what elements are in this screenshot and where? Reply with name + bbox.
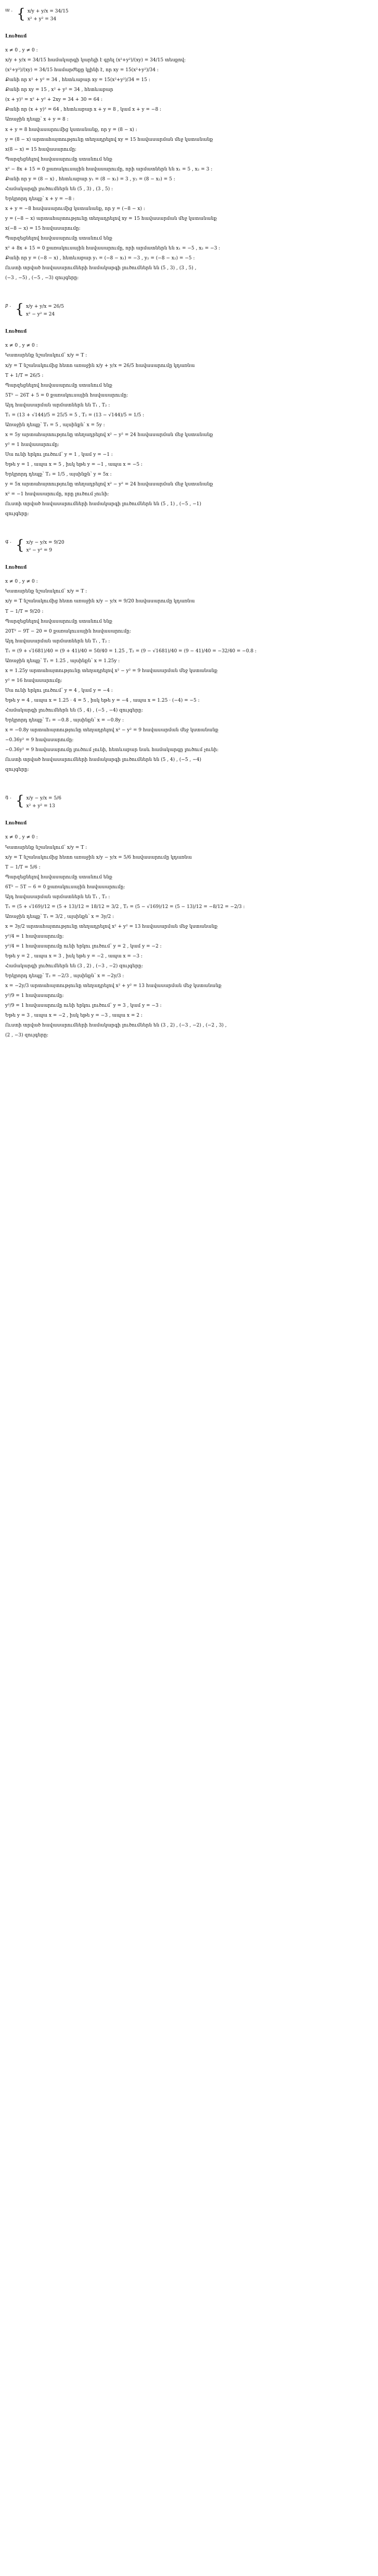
equations [27, 538, 64, 555]
equation-system [5, 303, 373, 319]
equation-system [5, 538, 373, 555]
solution-line: y²/9 = 1 հավասարումը ունի երկու լուծում՝ y = 3 , կամ y = −3 : [5, 1003, 162, 1009]
brace-icon: { [15, 301, 24, 318]
solution-line: Քանի որ y = (−8 − x) , հետևաբար y₁ = (−8 − x₁) = −3 , y₂ = (−8 − x₂) = −5 : [5, 256, 195, 261]
equation-1: x/y + y/x = 26/5 [25, 304, 64, 310]
equation-2: x² + y² = 34 [27, 17, 57, 22]
brace-icon: { [17, 6, 25, 22]
brace-icon: { [15, 537, 24, 554]
solution-line: (x + y)² = x² + y² + 2xy = 34 + 30 = 64 : [5, 97, 103, 103]
solution-line: Քանի որ xy = 15 , x² + y² = 34 , հետևաբար [5, 87, 113, 93]
equations [26, 303, 64, 319]
solution-line: x = 3y/2 արտահայտությունը տեղադրելով x² + y² = 13 հավասարման մեջ կստանանք [5, 924, 218, 929]
solution-line: x = 1.25y արտահայտությունը տեղադրելով x² − y² = 9 հավասարման մեջ կստանանք [5, 668, 218, 674]
solution-line: Պարզեցնելով հավասարումը ստանում ենք [5, 874, 112, 880]
equation-system [5, 794, 373, 811]
solution-heading: Լուծում [5, 821, 27, 826]
solution-line: x/y = T նշանակումից հետո առաջին x/y − y/x = 5/6 հավասարումը կդառնա [5, 855, 192, 860]
solution-line: (2 , −3) զույգերը: [5, 1033, 49, 1039]
solution-line: x + y = 8 հավասարումից կստանանք, որ y = (8 − x) : [5, 127, 137, 133]
solution-line: Քանի որ y = (8 − x) , հետևաբար y₁ = (8 − x₁) = 3 , y₂ = (8 − x₂) = 5 : [5, 176, 175, 182]
solution-line: Առաջին դեպք՝ T₁ = 5 , այսինքն՝ x = 5y : [5, 422, 105, 428]
problem-d [5, 794, 373, 1039]
solution-heading: Լուծում [5, 329, 27, 335]
solution-line: T₁ = (5 + √169)/12 = (5 + 13)/12 = 18/12 = 3/2 , T₂ = (5 − √169)/12 = (5 − 13)/12 = −8/12 = −2/3 : [5, 904, 245, 910]
solution-line: (−3 , −5) , (−5 , −3) զույգերը: [5, 275, 79, 281]
solution-line: Այդ հավասարման արմատներն են T₁ , T₂ : [5, 402, 110, 408]
solution-line: x ≠ 0 , y ≠ 0 : [5, 579, 38, 585]
solution-line: Երկրորդ դեպք՝ T₂ = −0.8 , այսինքն՝ x = −0.8y : [5, 718, 124, 724]
solution-line: Համակարգի լուծումներն են (3 , 2) , (−3 , −2) զույգերը: [5, 964, 143, 969]
solution-line: y = (8 − x) արտահայտությունը տեղադրելով xy = 15 հավասարման մեջ կստանանք [5, 137, 213, 142]
solution-line: y² = 1 հավասարումը: [5, 442, 59, 448]
solution-line: Առաջին դեպք՝ x + y = 8 : [5, 117, 69, 123]
solution-line: y = (−8 − x) արտահայտությունը տեղադրելով xy = 15 հավասարման մեջ կստանանք [5, 216, 217, 221]
solution-line: Պարզեցնելով հավասարումը ստանում ենք [5, 383, 112, 388]
solution-line: x² − 8x + 15 = 0 քառակուսային հավասարումը, որի արմատներն են x₁ = 5 , x₂ = 3 : [5, 166, 213, 172]
problem-label: բ . [5, 303, 11, 309]
equation-system [5, 7, 373, 24]
equation-2: x² − y² = 9 [26, 548, 53, 554]
solution-line: Սա ունի երկու լուծում՝ y = 1 , կամ y = −1 : [5, 452, 113, 457]
solution-line: (x²+y²)/(xy) = 34/15 համարժեքը կլինի է, որ xy = 15(x²+y²)/34 : [5, 68, 159, 73]
solution-line: x/y = T նշանակումից հետո առաջին x/y − y/x = 9/20 հավասարումը կդառնա [5, 599, 195, 604]
solution-line: x + y = −8 հավասարումից կստանանք, որ y = (−8 − x) : [5, 206, 145, 212]
solution-line: Ուստի տրված հավասարումների համակարգի լուծումներն են (5 , 4) , (−5 , −4) [5, 757, 201, 763]
brace-icon: { [15, 793, 24, 809]
solution-line: −0.36y² = 9 հավասարումը: [5, 738, 74, 743]
equation-1: x/y − y/x = 5/6 [26, 796, 61, 801]
solution-line: Կատարենք նշանակում՝ x/y = T : [5, 589, 87, 595]
solution-lines [5, 343, 373, 518]
solution-line: y² = 16 հավասարումը: [5, 678, 62, 684]
solution-line: Ուստի տրված հավասարումների համակարգի լուծումներն են (5 , 1) , (−5 , −1) [5, 502, 201, 507]
solution-line: x/y = T նշանակումից հետո առաջին x/y + y/x = 26/5 հավասարումը կդառնա [5, 363, 195, 369]
problem-label: դ . [5, 795, 11, 800]
solution-line: Այդ հավասարման արմատներն են T₁ , T₂ : [5, 638, 110, 644]
solution-line: x ≠ 0 , y ≠ 0 : [5, 48, 38, 54]
solution-line: Այդ հավասարման արմատներն են T₁ , T₂ : [5, 894, 110, 900]
solution-line: զույգերը: [5, 767, 29, 773]
solution-line: Կատարենք նշանակում՝ x/y = T : [5, 353, 87, 359]
solution-line: զույգերը: [5, 511, 29, 517]
solution-line: Քանի որ x² + y² = 34 , հետևաբար xy = 15(x²+y²)/34 = 15 : [5, 77, 150, 83]
equation-2: x² + y² = 13 [26, 804, 55, 809]
solution-line: Պարզեցնելով հավասարումը ստանում ենք [5, 156, 112, 162]
solution-lines [5, 579, 373, 773]
solution-line: Երկրորդ դեպք՝ T₂ = −2/3 , այսինքն՝ x = −2y/3 : [5, 974, 124, 979]
solution-line: x = −0.8y արտահայտությունը տեղադրելով x² − y² = 9 հավասարման մեջ կստանանք [5, 728, 218, 733]
solution-line: 20T² − 9T − 20 = 0 քառակուսային հավասարումը: [5, 628, 131, 634]
solution-line: T₁ = (13 + √144)/5 = 25/5 = 5 , T₂ = (13 − √144)/5 = 1/5 : [5, 412, 145, 418]
problem-label: գ . [5, 539, 11, 545]
equation-1: x/y − y/x = 9/20 [26, 540, 64, 546]
solution-line: x² = −1 հավասարումը, որը լուծում չունի: [5, 492, 109, 497]
solution-line: T − 1/T = 5/6 : [5, 864, 41, 870]
equation-1: x/y + y/x = 34/15 [27, 9, 69, 14]
equation-2: x² − y² = 24 [25, 312, 55, 318]
solution-line: 6T² − 5T − 6 = 0 քառակուսային հավասարումը: [5, 884, 125, 890]
solution-line: x = 5y արտահայտությունը տեղադրելով x² − y² = 24 հավասարման մեջ կստանանք [5, 432, 213, 438]
solution-heading: Լուծում [5, 34, 27, 40]
solution-lines [5, 47, 373, 282]
solution-line: y²/9 = 1 հավասարումը: [5, 993, 64, 999]
solution-line: x/y + y/x = 34/15 համակարգի կարելի է գրել (x²+y²)/(xy) = 34/15 տեսքով: [5, 58, 186, 63]
solution-line: Ուստի տրված հավասարումների համակարգի լուծումներն են (3 , 2) , (−3 , −2) , (−2 , 3) , [5, 1023, 227, 1029]
problem-c [5, 538, 373, 773]
solution-line: −0.36y² = 9 հավասարումը լուծում չունի, հետևաբար նաև համակարգը լուծում չունի: [5, 747, 219, 753]
problem-label: ա . [5, 8, 13, 13]
solution-line: y = 5x արտահայտությունը տեղադրելով x² − y² = 24 հավասարման մեջ կստանանք [5, 482, 213, 488]
solution-line: x = −2y/3 արտահայտությունը տեղադրելով x² + y² = 13 հավասարման մեջ կստանանք [5, 983, 221, 989]
equations [27, 794, 61, 811]
solution-line: Համակարգի լուծումներն են (5 , 4) , (−5 , −4) զույգերը: [5, 708, 143, 713]
problem-b [5, 303, 373, 518]
equations [28, 7, 69, 24]
solution-line: x(−8 − x) = 15 հավասարումը: [5, 226, 81, 231]
solution-line: T − 1/T = 9/20 : [5, 609, 44, 614]
solution-line: Պարզեցնելով հավասարումը ստանում ենք [5, 236, 112, 242]
solution-line: y²/4 = 1 հավասարումը ունի երկու լուծում՝ y = 2 , կամ y = −2 : [5, 943, 162, 949]
solution-line: x ≠ 0 , y ≠ 0 : [5, 835, 38, 840]
solution-line: y²/4 = 1 հավասարումը: [5, 934, 64, 939]
solution-line: Սա ունի երկու լուծում՝ y = 4 , կամ y = −4 : [5, 688, 113, 693]
solution-line: Երկրորդ դեպք՝ T₂ = 1/5 , այսինքն՝ y = 5x : [5, 472, 112, 478]
solution-line: Պարզեցնելով հավասարումը ստանում ենք [5, 619, 112, 624]
solution-line: Ուստի տրված հավասարումների համակարգի լուծումներն են (5 , 3) , (3 , 5) , [5, 266, 197, 271]
solution-line: Եթե y = 2 , ապա x = 3 , իսկ եթե y = −2 , ապա x = −3 : [5, 954, 142, 960]
solution-heading: Լուծում [5, 565, 27, 571]
solution-line: Եթե y = 4 , ապա x = 1.25 · 4 = 5 , իսկ եթե y = −4 , ապա x = 1.25 · (−4) = −5 : [5, 698, 200, 703]
solution-line: x(8 − x) = 15 հավասարումը: [5, 147, 77, 152]
solution-lines [5, 834, 373, 1039]
solution-line: Երկրորդ դեպք՝ x + y = −8 : [5, 196, 75, 202]
solution-line: T₁ = (9 + √1681)/40 = (9 + 41)/40 = 50/40 = 1.25 , T₂ = (9 − √1681)/40 = (9 − 41)/40 = −32/40 = −0.8 : [5, 648, 257, 654]
solution-line: Կատարենք նշանակում՝ x/y = T : [5, 845, 87, 850]
solution-line: x ≠ 0 , y ≠ 0 : [5, 343, 38, 349]
solution-line: x² + 8x + 15 = 0 քառակուսային հավասարումը, որի արմատներն են x₁ = −5 , x₂ = −3 : [5, 246, 220, 252]
solution-line: Քանի որ (x + y)² = 64 , հետևաբար x + y = 8 , կամ x + y = −8 : [5, 107, 162, 113]
solution-line: Համակարգի լուծումներն են (5 , 3) , (3 , 5) : [5, 186, 113, 192]
solution-line: Առաջին դեպք՝ T₁ = 1.25 , այսինքն՝ x = 1.25y : [5, 658, 120, 664]
solution-line: T + 1/T = 26/5 : [5, 373, 44, 378]
solution-line: Եթե y = 3 , ապա x = −2 , իսկ եթե y = −3 , ապա x = 2 : [5, 1013, 142, 1019]
solution-line: 5T² − 26T + 5 = 0 քառակուսային հավասարումը: [5, 392, 128, 398]
solution-line: Եթե y = 1 , ապա x = 5 , իսկ եթե y = −1 , ապա x = −5 : [5, 462, 142, 467]
problem-a [5, 7, 373, 282]
solution-line: Առաջին դեպք՝ T₁ = 3/2 , այսինքն՝ x = 3y/2 : [5, 914, 114, 919]
